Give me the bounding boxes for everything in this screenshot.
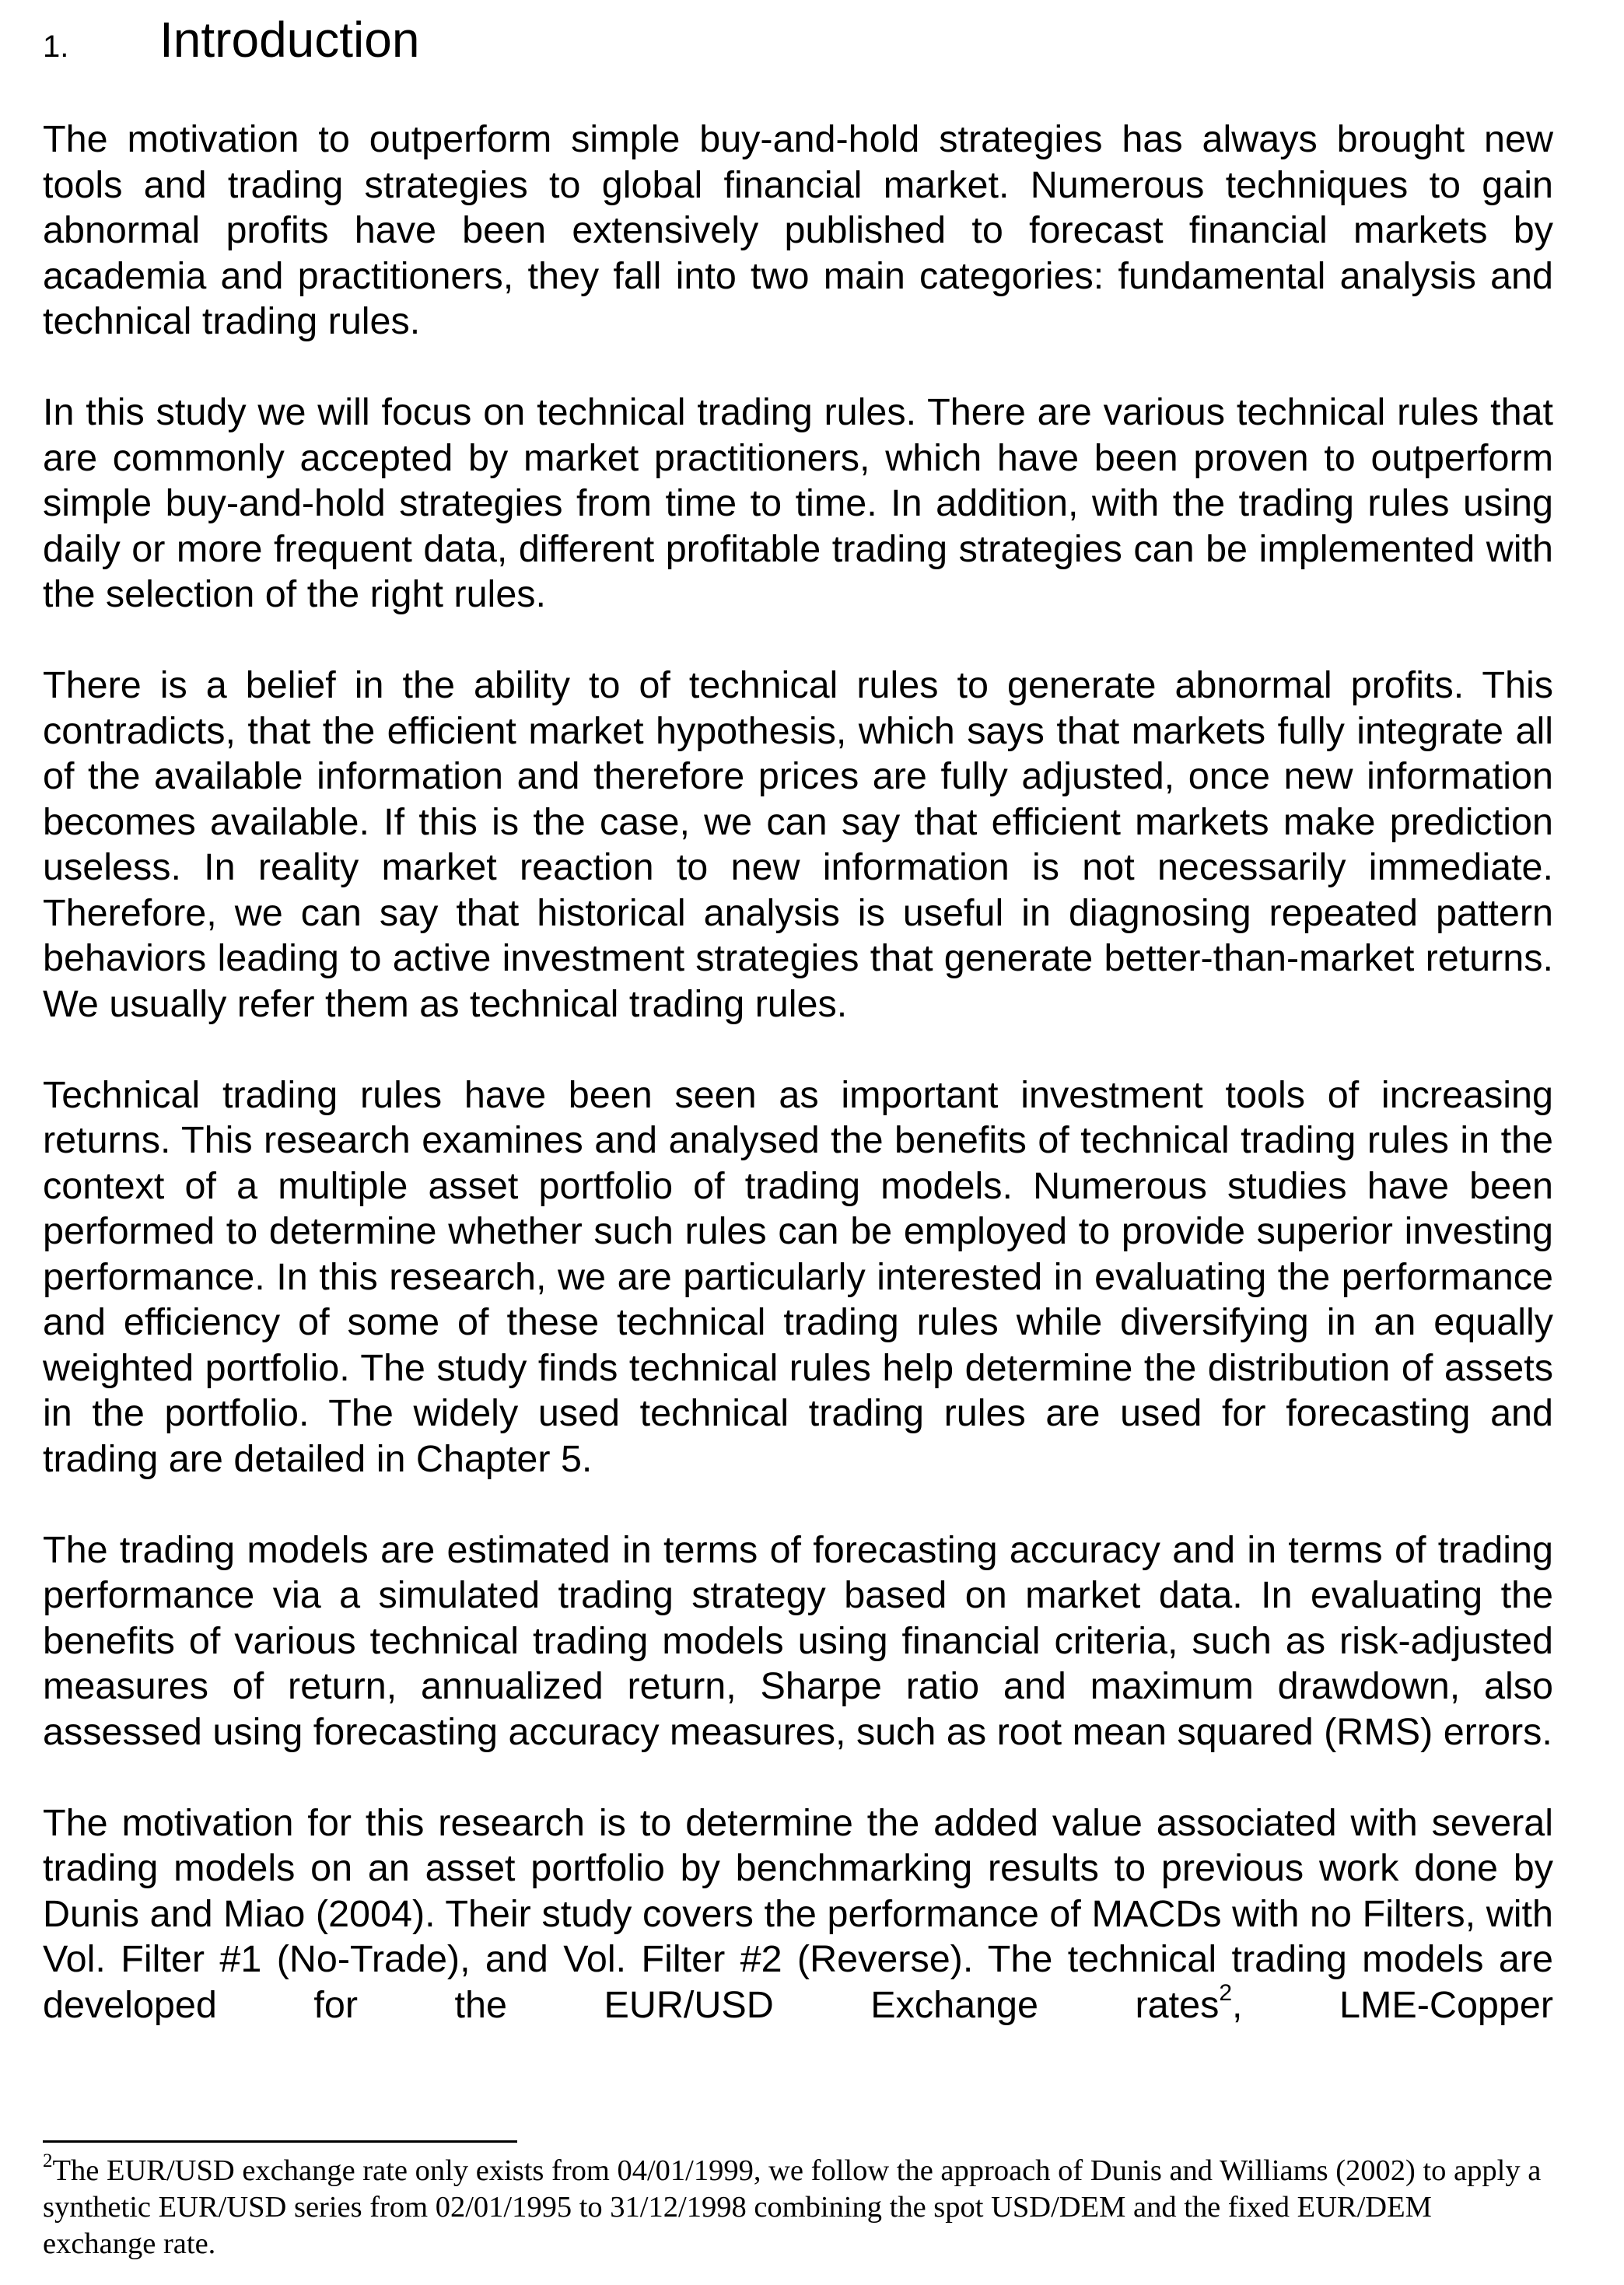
paragraph: The trading models are estimated in terms of forecasting accuracy and in terms of trading performance via a simulated trading strategy based on market data. In evaluating the benefits of various technical trading models using financial criteria, such as risk-adjusted measures of return, annualized return, Sharpe ratio and maximum drawdown, also assessed using forecasting accuracy measures, such as root mean squared (RMS) errors. — [43, 1528, 1553, 1753]
paragraph-last-text: The motivation for this research is to determine the added value associated with several trading models on an asset portfolio by benchmarking results to previous work done by Dunis and Miao (2004). Their study covers the performance of MACDs with no Filters, with Vol. Filter #1 (No-Trade), and Vol. Filter #2 (Reverse). The technical trading models are developed for the EUR/USD Exchange rates — [43, 1801, 1553, 2026]
paragraph-last — [43, 1800, 1553, 2028]
paragraph-last-tail: , LME-Copper — [1232, 1983, 1554, 2026]
section-heading — [43, 11, 419, 68]
paragraph: In this study we will focus on technical trading rules. There are various technical rules that are commonly accepted by market practitioners, which have been proven to outperform simple buy-and-hold strategies from time to time. In addition, with the trading rules using daily or more frequent data, different profitable trading strategies can be implemented with the selection of the right rules. — [43, 391, 1553, 615]
footnote-marker: 2 — [43, 2150, 53, 2171]
footnote-text: The EUR/USD exchange rate only exists from 04/01/1999, we follow the approach of Dunis and Williams (2002) to apply a synthetic EUR/USD series from 02/01/1995 to 31/12/1998 combining the spot USD/DEM and the fixed EUR/DEM exchange rate. — [43, 2154, 1542, 2260]
paragraph: Technical trading rules have been seen as important investment tools of increasing returns. This research examines and analysed the benefits of technical trading rules in the context of a multiple asset portfolio of trading models. Numerous studies have been performed to determine whether such rules can be employed to provide superior investing performance. In this research, we are particularly interested in evaluating the performance and efficiency of some of these technical trading rules while diversifying in an equally weighted portfolio. The study finds technical rules help determine the distribution of assets in the portfolio. The widely used technical trading rules are used for forecasting and trading are detailed in Chapter 5. — [43, 1073, 1553, 1480]
footnote — [43, 2150, 1552, 2262]
paragraph: The motivation to outperform simple buy-and-hold strategies has always brought new tools and trading strategies to global financial market. Numerous techniques to gain abnormal profits have been extensively published to forecast financial markets by academia and practitioners, they fall into two main categories: fundamental analysis and technical trading rules. — [43, 118, 1553, 342]
footnote-reference[interactable]: 2 — [1219, 1979, 1233, 2006]
paragraph: There is a belief in the ability to of technical rules to generate abnormal profits. This contradicts, that the efficient market hypothesis, which says that markets fully integrate all of the available information and therefore prices are fully adjusted, once new information becomes available. If this is the case, we can say that efficient markets make prediction useless. In reality market reaction to new information is not necessarily immediate. Therefore, we can say that historical analysis is useful in diagnosing repeated pattern behaviors leading to active investment strategies that generate better-than-market returns. We usually refer them as technical trading rules. — [43, 664, 1553, 1025]
section-number: 1. — [43, 30, 69, 64]
section-title: Introduction — [159, 12, 420, 68]
footnote-separator — [43, 2140, 517, 2143]
body-text — [43, 117, 1553, 2028]
